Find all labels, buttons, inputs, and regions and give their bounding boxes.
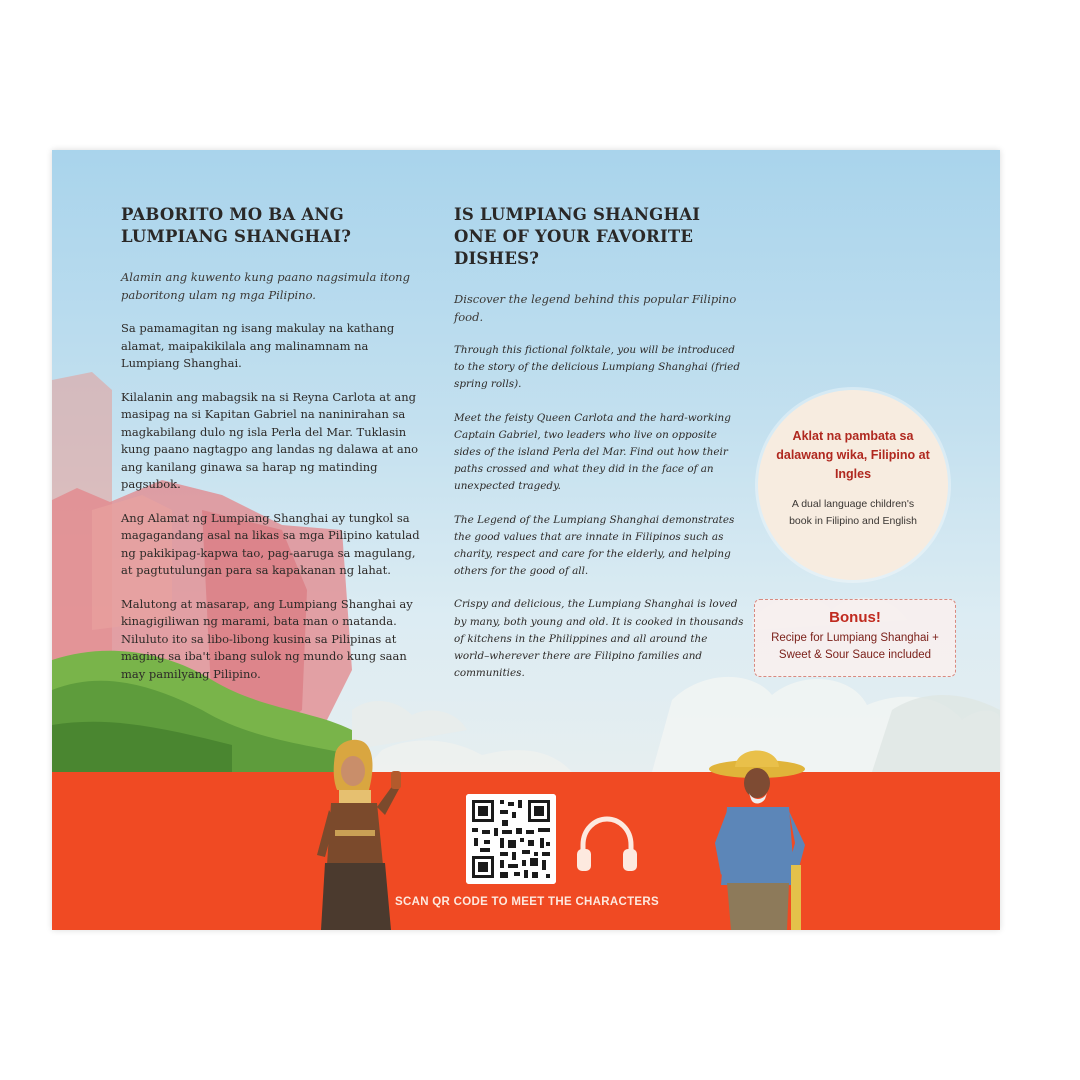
bonus-box xyxy=(754,599,956,677)
badge-subtitle: A dual language children's book in Filipino and English xyxy=(789,498,917,527)
english-column xyxy=(454,204,744,698)
english-paragraph: Meet the feisty Queen Carlota and the hard-working Captain Gabriel, two leaders who live on opposite sides of the island Perla del Mar. Find out how their paths crossed and what they did in the face of an unexpected tragedy. xyxy=(454,411,731,493)
headphones-icon[interactable] xyxy=(573,813,641,875)
filipino-paragraph: Kilalanin ang mabagsik na si Reyna Carlota at ang masipag na si Kapitan Gabriel na naninirahan sa magkabilang dulo ng isla Perla del Mar. Tuklasin kung paano nagtagpo ang landas ng dalawa at ano ang kanilang ginawa sa harap ng matinding pagsubok. xyxy=(121,389,419,491)
filipino-paragraph: Sa pamamagitan ng isang makulay na kathang alamat, maipakikilala ang malinamnam na Lumpiang Shanghai. xyxy=(121,321,395,370)
english-lead: Discover the legend behind this popular Filipino food. xyxy=(454,292,737,324)
captain-gabriel-illustration xyxy=(707,735,817,930)
english-paragraph: Crispy and delicious, the Lumpiang Shanghai is loved by many, both young and old. It is cooked in thousands of kitchens in the Philippines and all around the world–wherever there are Filipino families and communities. xyxy=(454,598,744,680)
book-back-cover xyxy=(52,150,1000,930)
scan-qr-caption: SCAN QR CODE TO MEET THE CHARACTERS xyxy=(395,896,659,908)
bonus-title: Bonus! xyxy=(829,609,881,626)
bonus-text: Recipe for Lumpiang Shanghai + Sweet & Sour Sauce included xyxy=(771,632,939,661)
filipino-paragraph: Ang Alamat ng Lumpiang Shanghai ay tungkol sa magagandang asal na likas sa mga Pilipino katulad ng pakikipag-kapwa tao, pag-aaruga sa magulang, at pagtutulungan para sa kapakanan ng lahat. xyxy=(121,510,420,577)
english-paragraph: Through this fictional folktale, you will be introduced to the story of the delicious Lumpiang Shanghai (fried spring rolls). xyxy=(454,344,740,391)
filipino-heading: PABORITO MO BA ANG LUMPIANG SHANGHAI? xyxy=(121,205,352,246)
filipino-lead: Alamin ang kuwento kung paano nagsimula itong paboritong ulam ng mga Pilipino. xyxy=(121,270,410,302)
dual-language-badge xyxy=(758,390,948,580)
badge-title: Aklat na pambata sa dalawang wika, Filipino at Ingles xyxy=(776,429,930,481)
filipino-column xyxy=(121,204,421,699)
english-heading: IS LUMPIANG SHANGHAI ONE OF YOUR FAVORITE DISHES? xyxy=(454,205,701,268)
filipino-paragraph: Malutong at masarap, ang Lumpiang Shanghai ay kinagigiliwan ng marami, bata man o matanda. Niluluto ito sa libo-libong kusina sa Pilipinas at maging sa iba't ibang sulok ng mundo kung saan may pamilyang Pilipino. xyxy=(121,596,413,681)
qr-code-icon[interactable] xyxy=(466,794,556,884)
english-paragraph: The Legend of the Lumpiang Shanghai demonstrates the good values that are innate in Filipinos such as charity, respect and care for the elderly, and helping others for the good of all. xyxy=(454,513,735,578)
